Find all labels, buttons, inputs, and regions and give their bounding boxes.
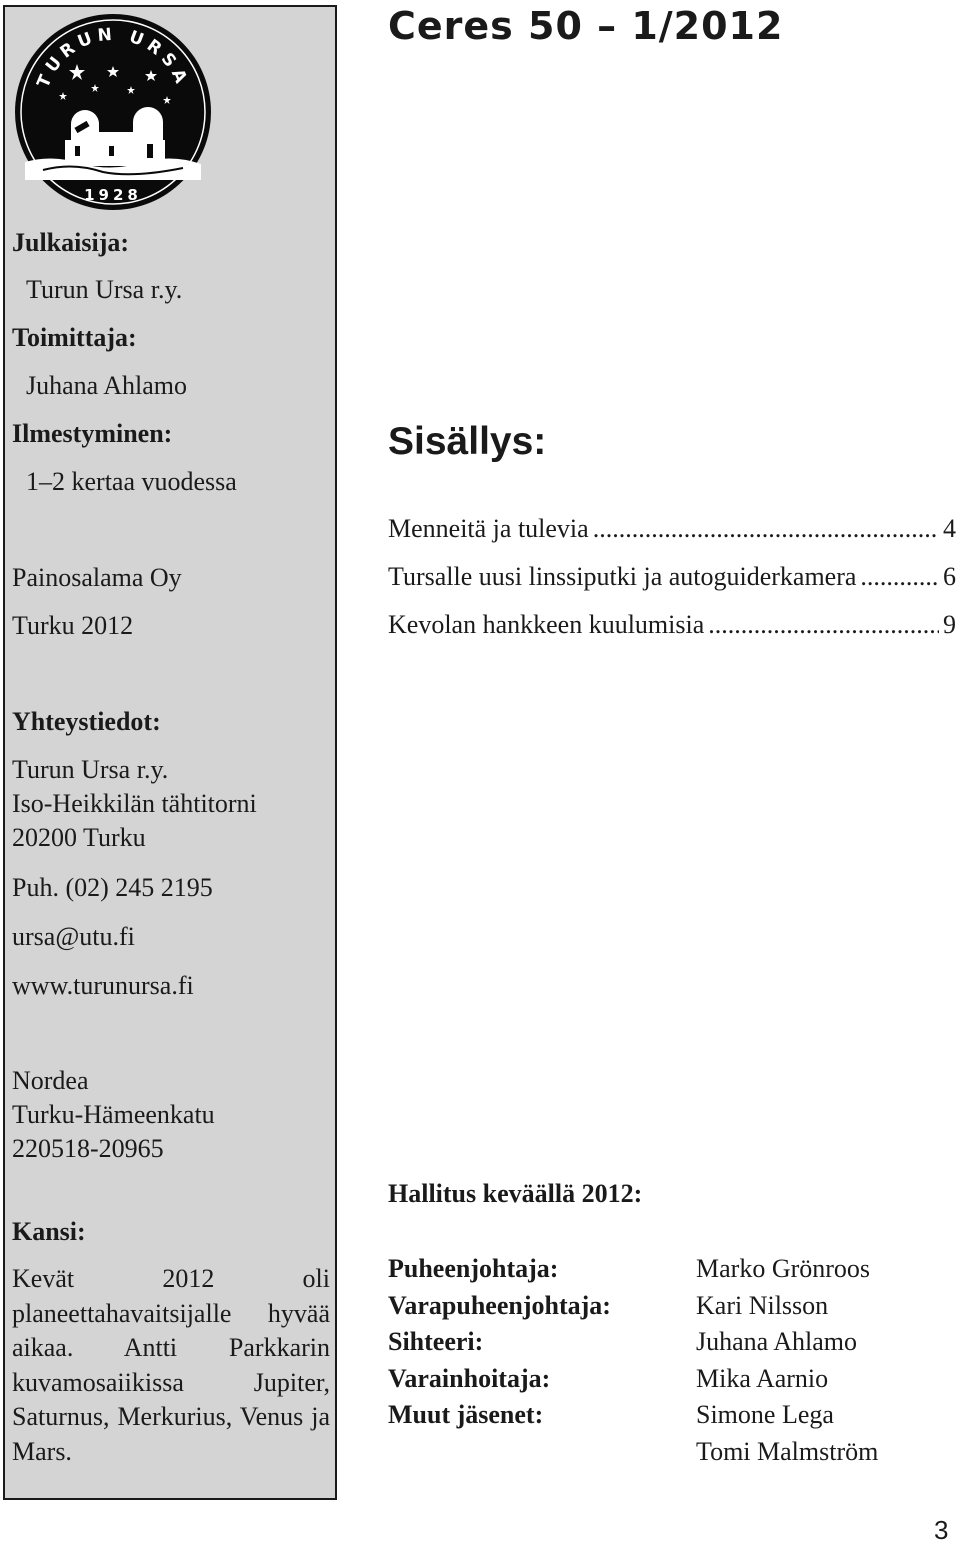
cover-label: Kansi: [12, 1217, 86, 1246]
issue-title: Ceres 50 – 1/2012 [388, 4, 784, 48]
frequency-value: 1–2 kertaa vuodessa [26, 467, 237, 496]
board-row [388, 1362, 948, 1399]
bank-name: Nordea [12, 1066, 89, 1095]
logo-year: 1928 [84, 186, 142, 204]
toc-leader-dots [593, 514, 939, 544]
toc-item-page: 9 [943, 610, 956, 639]
bank-branch: Turku-Hämeenkatu [12, 1100, 215, 1129]
board-member: Marko Grönroos [696, 1254, 871, 1283]
board-list [388, 1252, 948, 1472]
board-role: Varapuheenjohtaja: [388, 1290, 611, 1320]
contact-org: Turun Ursa r.y. [12, 755, 169, 784]
toc-item-page: 6 [943, 562, 956, 591]
board-row [388, 1289, 948, 1326]
toc-leader-dots [708, 610, 939, 640]
toc-heading: Sisällys: [388, 420, 547, 463]
printer: Painosalama Oy [12, 563, 182, 592]
board-row [388, 1325, 948, 1362]
board-role: Puheenjohtaja: [388, 1254, 559, 1283]
print-place-year: Turku 2012 [12, 611, 134, 640]
toc-item-title: Menneitä ja tulevia [388, 514, 589, 543]
logo-top-text: TURUN URSA [33, 24, 193, 91]
board-member: Simone Lega [696, 1400, 834, 1430]
board-member: Kari Nilsson [696, 1290, 829, 1320]
cover-description: Kevät 2012 oli planeettahavaitsijalle hyvää aikaa. Antti Parkkarin kuvamosaiikissa Jupiter, Saturnus, Merkurius, Venus ja Mars. [12, 1264, 330, 1466]
page-number: 3 [934, 1515, 949, 1545]
email-link[interactable]: ursa@utu.fi [12, 922, 135, 951]
turun-ursa-logo [13, 12, 213, 212]
board-role: Muut jäsenet: [388, 1400, 544, 1430]
frequency-label: Ilmestyminen: [12, 419, 173, 448]
board-role: Varainhoitaja: [388, 1363, 551, 1393]
publisher-value: Turun Ursa r.y. [26, 275, 183, 304]
toc-item[interactable] [388, 514, 956, 544]
board-row [388, 1252, 948, 1289]
toc-leader-dots [860, 562, 939, 592]
board-row [388, 1435, 948, 1472]
toc-item-page: 4 [943, 514, 956, 543]
toc-item-title: Tursalle uusi linssiputki ja autoguiderkamera [388, 562, 857, 591]
editor-label: Toimittaja: [12, 323, 137, 352]
publisher-label: Julkaisija: [12, 228, 130, 257]
board-heading: Hallitus keväällä 2012: [388, 1179, 643, 1208]
board-member: Tomi Malmström [696, 1436, 879, 1466]
website-link[interactable]: www.turunursa.fi [12, 971, 194, 1000]
contact-address-2: 20200 Turku [12, 823, 146, 852]
contact-address-1: Iso-Heikkilän tähtitorni [12, 789, 257, 818]
contact-label: Yhteystiedot: [12, 707, 161, 736]
toc-item-title: Kevolan hankkeen kuulumisia [388, 610, 705, 639]
editor-value: Juhana Ahlamo [26, 371, 188, 400]
phone-number: Puh. (02) 245 2195 [12, 873, 213, 902]
board-member: Juhana Ahlamo [696, 1327, 858, 1357]
toc-item[interactable] [388, 610, 956, 640]
board-role: Sihteeri: [388, 1327, 484, 1357]
toc-item[interactable] [388, 562, 956, 592]
board-member: Mika Aarnio [696, 1363, 829, 1393]
bank-account: 220518-20965 [12, 1134, 164, 1163]
board-row [388, 1398, 948, 1435]
